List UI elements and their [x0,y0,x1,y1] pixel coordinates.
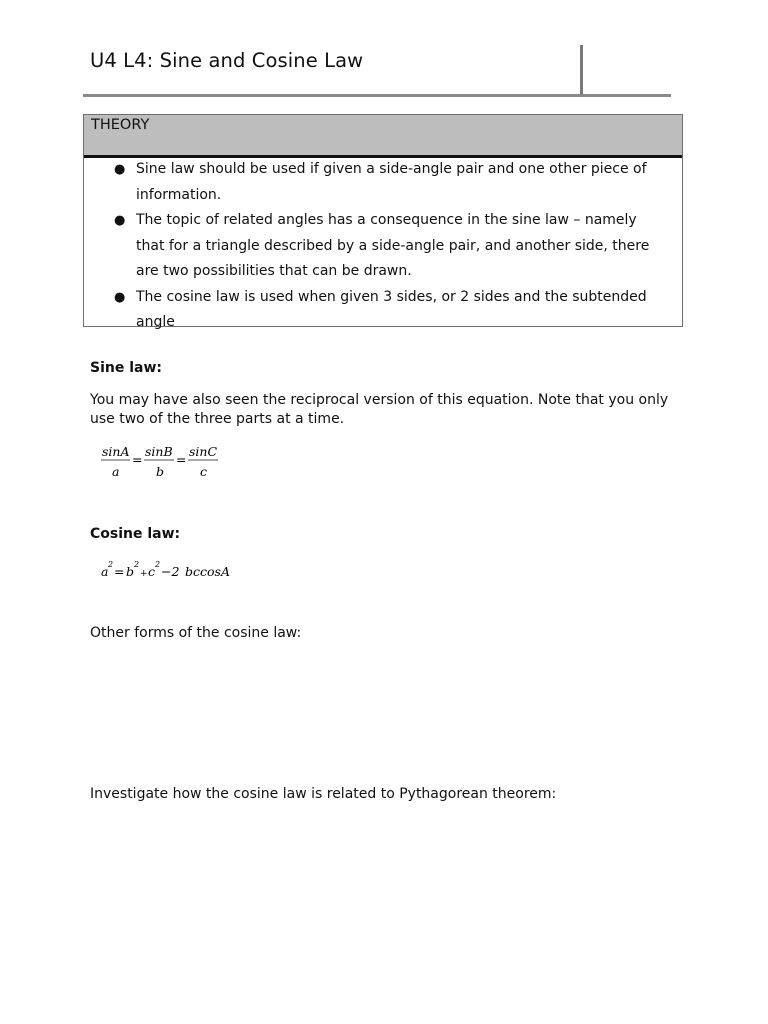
cos-equals: = [114,564,125,579]
theory-heading: THEORY [91,117,150,133]
sine-denominator-c: c [200,464,208,479]
theory-header [84,115,682,158]
sine-law-formula [100,442,230,482]
title-horizontal-rule [83,94,671,97]
theory-bullet [84,157,682,208]
theory-bullet-list [84,157,682,336]
cosine-law-heading: Cosine law: [90,526,181,542]
cos-term-c: c [148,564,156,579]
theory-box [83,114,683,330]
cos-exp-a: 2 [108,560,114,569]
other-forms-prompt: Other forms of the cosine law: [90,625,302,641]
cos-minus-two: −2 [161,564,180,579]
title-vertical-rule [580,45,583,97]
sine-numerator-b: sinB [145,444,173,459]
cos-term-a: a [101,564,109,579]
theory-bullet-text: The topic of related angles has a consequence in the sine law – namely that for a triangle described by a side-angle pair, and another side, there are two possibilities that can be drawn. [136,212,650,279]
sine-denominator-b: b [156,464,165,479]
sine-denominator-a: a [112,464,120,479]
investigate-prompt: Investigate how the cosine law is related to Pythagorean theorem: [90,786,557,802]
theory-bullet-text: The cosine law is used when given 3 sides, or 2 sides and the subtended angle [136,288,647,330]
sine-law-heading: Sine law: [90,360,162,376]
equals-sign: = [132,452,143,467]
theory-bullet-text: Sine law should be used if given a side-angle pair and one other piece of information. [136,161,647,203]
bullet-icon: ● [114,289,126,305]
cos-tail: bccosA [185,564,230,579]
theory-bullet [84,208,682,285]
cos-plus: + [140,569,148,579]
cos-exp-c: 2 [155,560,161,569]
equals-sign: = [176,452,187,467]
cosine-law-formula [100,556,260,582]
sine-numerator-c: sinC [189,444,218,459]
bullet-icon: ● [114,213,126,228]
cos-term-b: b [126,564,135,579]
sine-numerator-a: sinA [102,444,130,459]
cos-exp-b: 2 [134,560,140,569]
bullet-icon: ● [114,162,126,177]
page-title: U4 L4: Sine and Cosine Law [90,49,364,72]
theory-bullet [84,285,682,336]
sine-law-description: You may have also seen the reciprocal version of this equation. Note that you only use two of the three parts at a time. [90,392,669,427]
